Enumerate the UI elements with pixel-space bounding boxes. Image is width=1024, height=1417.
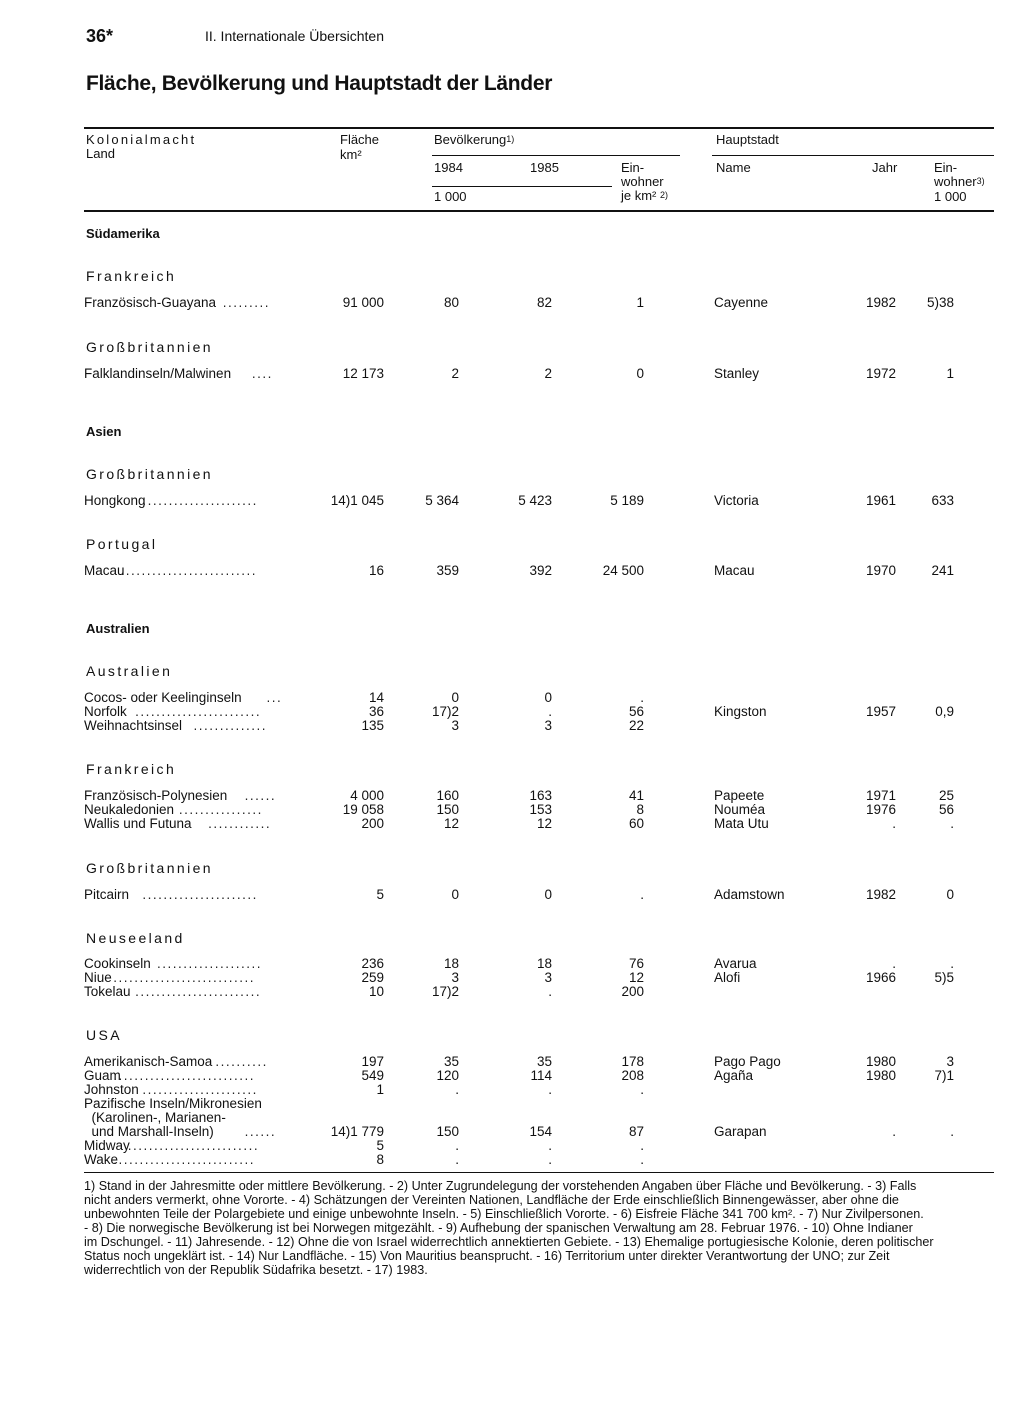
- capital-population-cell: 56: [938, 802, 954, 817]
- capital-population-cell: 5)5: [934, 970, 954, 985]
- population-1984-cell: 3: [451, 970, 459, 985]
- population-1984-cell: 0: [451, 887, 459, 902]
- capital-population-cell: 0,9: [935, 704, 954, 719]
- cap-einwohner-label: wohner: [934, 174, 977, 189]
- density-cell: .: [640, 1082, 644, 1097]
- table-row: [0, 719, 1024, 733]
- capital-name-cell: Stanley: [714, 366, 760, 381]
- header-1984: 1984: [434, 160, 463, 175]
- density-cell: 76: [628, 956, 644, 971]
- leader-dots: ......: [244, 789, 277, 803]
- capital-year-cell: .: [892, 956, 896, 971]
- capital-name-cell: Victoria: [714, 493, 759, 508]
- population-1984-cell: 17)2: [431, 984, 459, 999]
- area-cell: 16: [368, 563, 384, 578]
- capital-name-cell: Macau: [714, 563, 755, 578]
- header-bottom-rule: [84, 210, 994, 212]
- header-kolonialmacht: Kolonialmacht: [86, 132, 197, 147]
- land-cell: Norfolk: [84, 704, 127, 719]
- leader-dots: ................: [178, 803, 263, 817]
- population-1984-cell: 80: [443, 295, 459, 310]
- leader-dots: ......................: [142, 888, 258, 902]
- capital-name-cell: Nouméa: [714, 802, 766, 817]
- population-1984-cell: 18: [443, 956, 459, 971]
- population-1985-cell: 0: [544, 887, 552, 902]
- colonial-power-heading: Australien: [86, 663, 173, 679]
- header-hauptstadt: Hauptstadt: [716, 132, 779, 147]
- population-1985-cell: .: [548, 704, 552, 719]
- capital-year-cell: .: [892, 816, 896, 831]
- region-heading: Südamerika: [86, 226, 160, 241]
- header-1985: 1985: [530, 160, 559, 175]
- table-row: [0, 1111, 1024, 1125]
- header-land: Land: [86, 146, 115, 161]
- land-cell: Cocos- oder Keelinginseln: [84, 690, 242, 705]
- table-row: [0, 1055, 1024, 1069]
- header-unit-1000: 1 000: [434, 189, 467, 204]
- density-cell: 56: [628, 704, 644, 719]
- table-row: [0, 1097, 1024, 1111]
- header-flaeche: Fläche: [340, 132, 380, 147]
- capital-name-cell: Pago Pago: [714, 1054, 781, 1069]
- population-1984-cell: 150: [436, 1124, 459, 1139]
- population-1985-cell: 5 423: [518, 493, 552, 508]
- capital-population-cell: .: [950, 956, 954, 971]
- density-cell: 41: [628, 788, 644, 803]
- leader-dots: ...........................: [113, 1069, 255, 1083]
- table-row: [0, 957, 1024, 971]
- leader-dots: ............: [208, 817, 272, 831]
- colonial-power-heading: Großbritannien: [86, 339, 213, 355]
- capital-name-cell: Cayenne: [714, 295, 769, 310]
- population-1985-cell: 3: [544, 970, 552, 985]
- area-cell: 4 000: [350, 788, 384, 803]
- colonial-power-heading: Frankreich: [86, 761, 177, 777]
- capital-population-cell: 633: [931, 493, 954, 508]
- population-1984-cell: .: [455, 1152, 459, 1167]
- density-cell: 1: [636, 295, 644, 310]
- capital-name-cell: Papeete: [714, 788, 765, 803]
- population-1985-cell: 154: [529, 1124, 552, 1139]
- land-cell: Weihnachtsinsel: [84, 718, 183, 733]
- table-row: [0, 691, 1024, 705]
- capital-year-cell: 1980: [865, 1054, 896, 1069]
- density-cell: .: [640, 1138, 644, 1153]
- capital-year-cell: 1961: [865, 493, 896, 508]
- area-cell: 1: [376, 1082, 384, 1097]
- header-cap-einw-1: Ein-: [934, 160, 958, 175]
- population-1985-cell: .: [548, 1152, 552, 1167]
- area-cell: 14)1 045: [330, 493, 384, 508]
- table-row: [0, 817, 1024, 831]
- einwohner-footnote-ref: 2): [660, 190, 669, 200]
- page-title: Fläche, Bevölkerung und Hauptstadt der Länder: [86, 72, 553, 95]
- density-cell: 22: [628, 718, 644, 733]
- population-1984-cell: 160: [436, 788, 459, 803]
- land-cell: Französisch-Guayana: [84, 295, 217, 310]
- area-cell: 36: [368, 704, 384, 719]
- land-cell: Wake: [84, 1152, 119, 1167]
- area-cell: 19 058: [342, 802, 384, 817]
- population-1985-cell: 163: [529, 788, 552, 803]
- population-1985-cell: 18: [536, 956, 552, 971]
- footnote-line: unbewohnten Teile der Polargebiete und einige unbewohnte Inseln. - 5) Einschließlich Vororte. - 6) Eisfreie Fläche 341 700 km². - 7) Nur Zivilpersonen.: [84, 1207, 924, 1221]
- leader-dots: ......: [244, 1125, 277, 1139]
- density-cell: .: [640, 1152, 644, 1167]
- population-1985-cell: 0: [544, 690, 552, 705]
- area-cell: 8: [376, 1152, 384, 1167]
- capital-year-cell: 1972: [865, 366, 896, 381]
- running-header: II. Internationale Übersichten: [205, 28, 384, 44]
- population-1984-cell: 2: [451, 366, 459, 381]
- table-row: [0, 789, 1024, 803]
- leader-dots: .........: [222, 296, 270, 310]
- hauptstadt-rule: [712, 155, 994, 156]
- capital-population-cell: 1: [946, 366, 954, 381]
- land-cell: Tokelau: [84, 984, 131, 999]
- population-1985-cell: 153: [529, 802, 552, 817]
- einwohner-je-km2: je km²: [621, 188, 657, 203]
- table-row: [0, 888, 1024, 902]
- header-einwohner-1: Ein-: [621, 160, 645, 175]
- region-heading: Asien: [86, 424, 122, 439]
- header-cap-einw-2: [934, 175, 985, 189]
- capital-year-cell: 1976: [865, 802, 896, 817]
- capital-name-cell: Alofi: [714, 970, 741, 985]
- area-cell: 200: [361, 816, 384, 831]
- capital-name-cell: Agaña: [714, 1068, 754, 1083]
- area-cell: 14)1 779: [330, 1124, 384, 1139]
- header-flaeche-unit: km²: [340, 147, 362, 162]
- page-number: 36*: [86, 26, 114, 46]
- colonial-power-heading: USA: [86, 1027, 122, 1043]
- land-cell: Guam: [84, 1068, 121, 1083]
- capital-population-cell: 0: [946, 887, 954, 902]
- land-cell: Pitcairn: [84, 887, 130, 902]
- unit-rule: [432, 186, 612, 187]
- leader-dots: ...........................: [113, 971, 255, 985]
- land-cell: (Karolinen-, Marianen-: [84, 1110, 226, 1125]
- population-1985-cell: .: [548, 1138, 552, 1153]
- header-einwohner-3: [621, 189, 668, 203]
- capital-name-cell: Kingston: [714, 704, 767, 719]
- land-cell: Hongkong: [84, 493, 146, 508]
- footnote-line: - 8) Die norwegische Bevölkerung ist bei Norwegen mitgezählt. - 9) Aufhebung der spanischen Verwaltung am 28. Februar 1976. - 10) Ohne Indianer: [84, 1221, 913, 1235]
- density-cell: 208: [621, 1068, 644, 1083]
- area-cell: 14: [368, 690, 384, 705]
- footnote-line: nicht anders vermerkt, ohne Vororte. - 4) Schätzungen der Vereinten Nationen, Landfläche der Erde einschließlich Binnengewässer, aber ohne die: [84, 1193, 899, 1207]
- leader-dots: ....................: [157, 957, 263, 971]
- land-cell: Midway: [84, 1138, 130, 1153]
- table-row: [0, 1083, 1024, 1097]
- capital-population-cell: .: [950, 816, 954, 831]
- capital-population-cell: .: [950, 1124, 954, 1139]
- leader-dots: ...........................: [113, 1153, 255, 1167]
- density-cell: 60: [628, 816, 644, 831]
- population-1984-cell: 35: [443, 1054, 459, 1069]
- colonial-power-heading: Frankreich: [86, 268, 177, 284]
- capital-year-cell: 1982: [865, 887, 896, 902]
- area-cell: 549: [361, 1068, 384, 1083]
- table-row: [0, 1125, 1024, 1139]
- population-1984-cell: 0: [451, 690, 459, 705]
- capital-population-cell: 241: [931, 563, 954, 578]
- footnote-line: 1) Stand in der Jahresmitte oder mittlere Bevölkerung. - 2) Unter Zugrundelegung der vorstehenden Angaben über Fläche und Bevölkerung. - 3) Falls: [84, 1179, 917, 1193]
- capital-year-cell: 1980: [865, 1068, 896, 1083]
- density-cell: 24 500: [602, 563, 644, 578]
- area-cell: 236: [361, 956, 384, 971]
- capital-name-cell: Avarua: [714, 956, 757, 971]
- density-cell: 12: [628, 970, 644, 985]
- area-cell: 135: [361, 718, 384, 733]
- header-jahr: Jahr: [872, 160, 898, 175]
- population-1984-cell: 359: [436, 563, 459, 578]
- region-heading: Australien: [86, 621, 150, 636]
- population-1985-cell: 12: [536, 816, 552, 831]
- capital-year-cell: 1970: [865, 563, 896, 578]
- population-1985-cell: 3: [544, 718, 552, 733]
- leader-dots: ........................: [135, 705, 262, 719]
- capital-name-cell: Garapan: [714, 1124, 767, 1139]
- table-row: [0, 1153, 1024, 1167]
- density-cell: 87: [628, 1124, 644, 1139]
- land-cell: Macau: [84, 563, 125, 578]
- area-cell: 5: [376, 1138, 384, 1153]
- leader-dots: .........................: [127, 1139, 260, 1153]
- table-row: [0, 367, 1024, 381]
- table-row: [0, 1139, 1024, 1153]
- population-1985-cell: .: [548, 1082, 552, 1097]
- land-cell: Wallis und Futuna: [84, 816, 192, 831]
- area-cell: 10: [368, 984, 384, 999]
- header-cap-unit: 1 000: [934, 189, 967, 204]
- capital-year-cell: .: [892, 1124, 896, 1139]
- capital-year-cell: 1966: [865, 970, 896, 985]
- land-cell: Französisch-Polynesien: [84, 788, 228, 803]
- table-row: [0, 1069, 1024, 1083]
- land-cell: und Marshall-Inseln): [84, 1124, 214, 1139]
- area-cell: 259: [361, 970, 384, 985]
- capital-population-cell: 25: [938, 788, 954, 803]
- capital-name-cell: Mata Utu: [714, 816, 769, 831]
- population-1984-cell: .: [455, 1082, 459, 1097]
- footnote-line: im Dschungel. - 11) Jahresende. - 12) Ohne die von Israel widerrechtlich annektierten Gebiete. - 13) Ehemalige portugiesische Kolonie, deren politischer: [84, 1235, 934, 1249]
- population-1984-cell: 120: [436, 1068, 459, 1083]
- cap-einwohner-footnote-ref: 3): [976, 176, 985, 186]
- colonial-power-heading: Neuseeland: [86, 930, 185, 946]
- capital-year-cell: 1982: [865, 295, 896, 310]
- leader-dots: ...: [266, 691, 283, 705]
- population-1984-cell: 150: [436, 802, 459, 817]
- area-cell: 197: [361, 1054, 384, 1069]
- capital-name-cell: Adamstown: [714, 887, 785, 902]
- leader-dots: ......................: [142, 494, 258, 508]
- table-row: [0, 705, 1024, 719]
- capital-population-cell: 7)1: [934, 1068, 954, 1083]
- density-cell: 8: [636, 802, 644, 817]
- footnote-line: Status noch ungeklärt ist. - 14) Nur Landfläche. - 15) Von Mauritius beansprucht. - 16) Territorium unter direkter Verantwortung der UNO; zur Zeit: [84, 1249, 890, 1263]
- leader-dots: ........................: [135, 985, 262, 999]
- population-1985-cell: 392: [529, 563, 552, 578]
- leader-dots: ..............: [193, 719, 268, 733]
- population-1984-cell: 3: [451, 718, 459, 733]
- bevoelkerung-label: Bevölkerung: [434, 132, 507, 147]
- header-einwohner-2: wohner: [621, 174, 664, 189]
- population-1984-cell: .: [455, 1138, 459, 1153]
- colonial-power-heading: Großbritannien: [86, 466, 213, 482]
- capital-population-cell: 5)38: [926, 295, 954, 310]
- area-cell: 91 000: [342, 295, 384, 310]
- table-row: [0, 971, 1024, 985]
- land-cell: Cookinseln: [84, 956, 151, 971]
- density-cell: 0: [636, 366, 644, 381]
- density-cell: .: [640, 690, 644, 705]
- land-cell: Johnston: [84, 1082, 139, 1097]
- colonial-power-heading: Großbritannien: [86, 860, 213, 876]
- leader-dots: ....: [251, 367, 273, 381]
- population-1984-cell: 5 364: [425, 493, 459, 508]
- footnote-line: widerrechtlich von der Republik Südafrika besetzt. - 17) 1983.: [84, 1263, 428, 1277]
- area-cell: 12 173: [342, 366, 384, 381]
- density-cell: 5 189: [610, 493, 644, 508]
- area-cell: 5: [376, 887, 384, 902]
- table-row: [0, 985, 1024, 999]
- land-cell: Neukaledonien: [84, 802, 175, 817]
- table-row: [0, 296, 1024, 310]
- table-row: [0, 494, 1024, 508]
- bevoelkerung-rule: [432, 155, 680, 156]
- table-row: [0, 564, 1024, 578]
- bevoelkerung-footnote-ref: 1): [506, 134, 515, 144]
- land-cell: Falklandinseln/Malwinen: [84, 366, 232, 381]
- header-bevoelkerung: [434, 133, 514, 147]
- population-1985-cell: 82: [536, 295, 552, 310]
- capital-year-cell: 1957: [865, 704, 896, 719]
- capital-population-cell: 3: [946, 1054, 954, 1069]
- colonial-power-heading: Portugal: [86, 536, 158, 552]
- table-row: [0, 803, 1024, 817]
- leader-dots: ..........................: [120, 564, 258, 578]
- land-cell: Pazifische Inseln/Mikronesien: [84, 1096, 262, 1111]
- density-cell: 200: [621, 984, 644, 999]
- population-1985-cell: 35: [536, 1054, 552, 1069]
- population-1985-cell: 114: [530, 1068, 552, 1083]
- leader-dots: ......................: [142, 1083, 258, 1097]
- population-1984-cell: 12: [443, 816, 459, 831]
- density-cell: 178: [621, 1054, 644, 1069]
- table-top-rule: [84, 127, 994, 129]
- population-1985-cell: 2: [544, 366, 552, 381]
- population-1984-cell: 17)2: [431, 704, 459, 719]
- population-1985-cell: .: [548, 984, 552, 999]
- leader-dots: ..........: [215, 1055, 268, 1069]
- footnote-rule: [84, 1172, 994, 1173]
- land-cell: Amerikanisch-Samoa: [84, 1054, 213, 1069]
- capital-year-cell: 1971: [865, 788, 896, 803]
- land-cell: Niue: [84, 970, 112, 985]
- header-name: Name: [716, 160, 751, 175]
- density-cell: .: [640, 887, 644, 902]
